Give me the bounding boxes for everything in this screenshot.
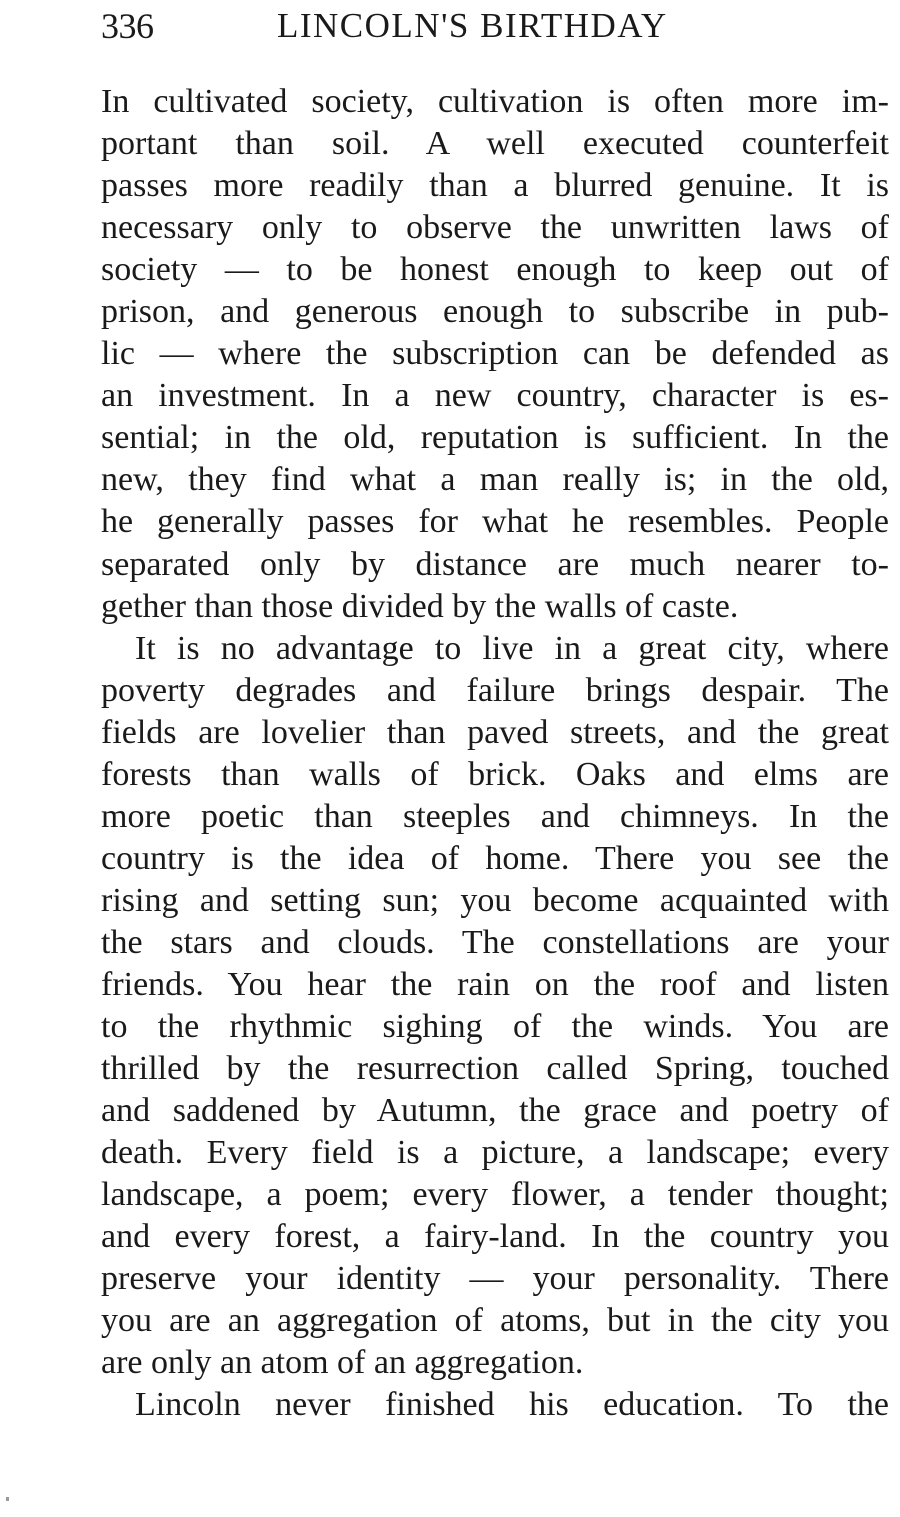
text-line: forests than walls of brick. Oaks and elms are bbox=[101, 755, 889, 793]
text-line: It is no advantage to live in a great city, where bbox=[135, 629, 889, 667]
text-line: death. Every field is a picture, a landscape; every bbox=[101, 1134, 889, 1172]
text-line: passes more readily than a blurred genuine. It is bbox=[101, 167, 889, 205]
text-line: portant than soil. A well executed counterfeit bbox=[101, 125, 889, 163]
text-line: In cultivated society, cultivation is often more im- bbox=[101, 83, 889, 120]
paragraph bbox=[101, 81, 889, 628]
text-line: friends. You hear the rain on the roof and listen bbox=[101, 965, 889, 1003]
text-line: poverty degrades and failure brings despair. The bbox=[101, 671, 889, 709]
page-number: 336 bbox=[101, 6, 154, 46]
text-line: more poetic than steeples and chimneys. In the bbox=[101, 797, 889, 835]
page-header bbox=[101, 4, 900, 48]
text-line: prison, and generous enough to subscribe in pub- bbox=[101, 293, 889, 331]
text-line: lic — where the subscription can be defended as bbox=[101, 335, 889, 373]
text-line: gether than those divided by the walls of caste. bbox=[101, 587, 739, 625]
text-line: society — to be honest enough to keep out of bbox=[101, 251, 889, 289]
text-line: new, they find what a man really is; in the old, bbox=[101, 461, 889, 499]
text-line: sential; in the old, reputation is sufficient. In the bbox=[101, 419, 889, 457]
running-head: LINCOLN'S BIRTHDAY bbox=[277, 6, 668, 45]
text-line: separated only by distance are much nearer to- bbox=[101, 545, 889, 583]
body-text bbox=[101, 81, 889, 1427]
text-line: preserve your identity — your personality. There bbox=[101, 1260, 889, 1298]
text-line: thrilled by the resurrection called Spring, touched bbox=[101, 1050, 889, 1088]
text-line: Lincoln never finished his education. To the bbox=[135, 1386, 889, 1424]
text-line: are only an atom of an aggregation. bbox=[101, 1344, 584, 1382]
scan-speck bbox=[6, 1497, 9, 1501]
text-line: you are an aggregation of atoms, but in the city you bbox=[101, 1302, 889, 1340]
text-line: to the rhythmic sighing of the winds. You are bbox=[101, 1008, 889, 1046]
paragraph bbox=[101, 1384, 889, 1426]
text-line: country is the idea of home. There you see the bbox=[101, 839, 889, 877]
text-line: landscape, a poem; every flower, a tender thought; bbox=[101, 1176, 889, 1214]
text-line: he generally passes for what he resembles. People bbox=[101, 503, 889, 541]
text-line: and every forest, a fairy-land. In the country you bbox=[101, 1218, 889, 1256]
text-line: fields are lovelier than paved streets, and the great bbox=[101, 713, 889, 751]
text-line: necessary only to observe the unwritten laws of bbox=[101, 209, 889, 247]
text-line: rising and setting sun; you become acquainted with bbox=[101, 881, 889, 919]
paragraph bbox=[101, 628, 889, 1385]
text-line: the stars and clouds. The constellations are your bbox=[101, 923, 889, 961]
text-line: and saddened by Autumn, the grace and poetry of bbox=[101, 1092, 889, 1130]
text-line: an investment. In a new country, character is es- bbox=[101, 377, 889, 415]
